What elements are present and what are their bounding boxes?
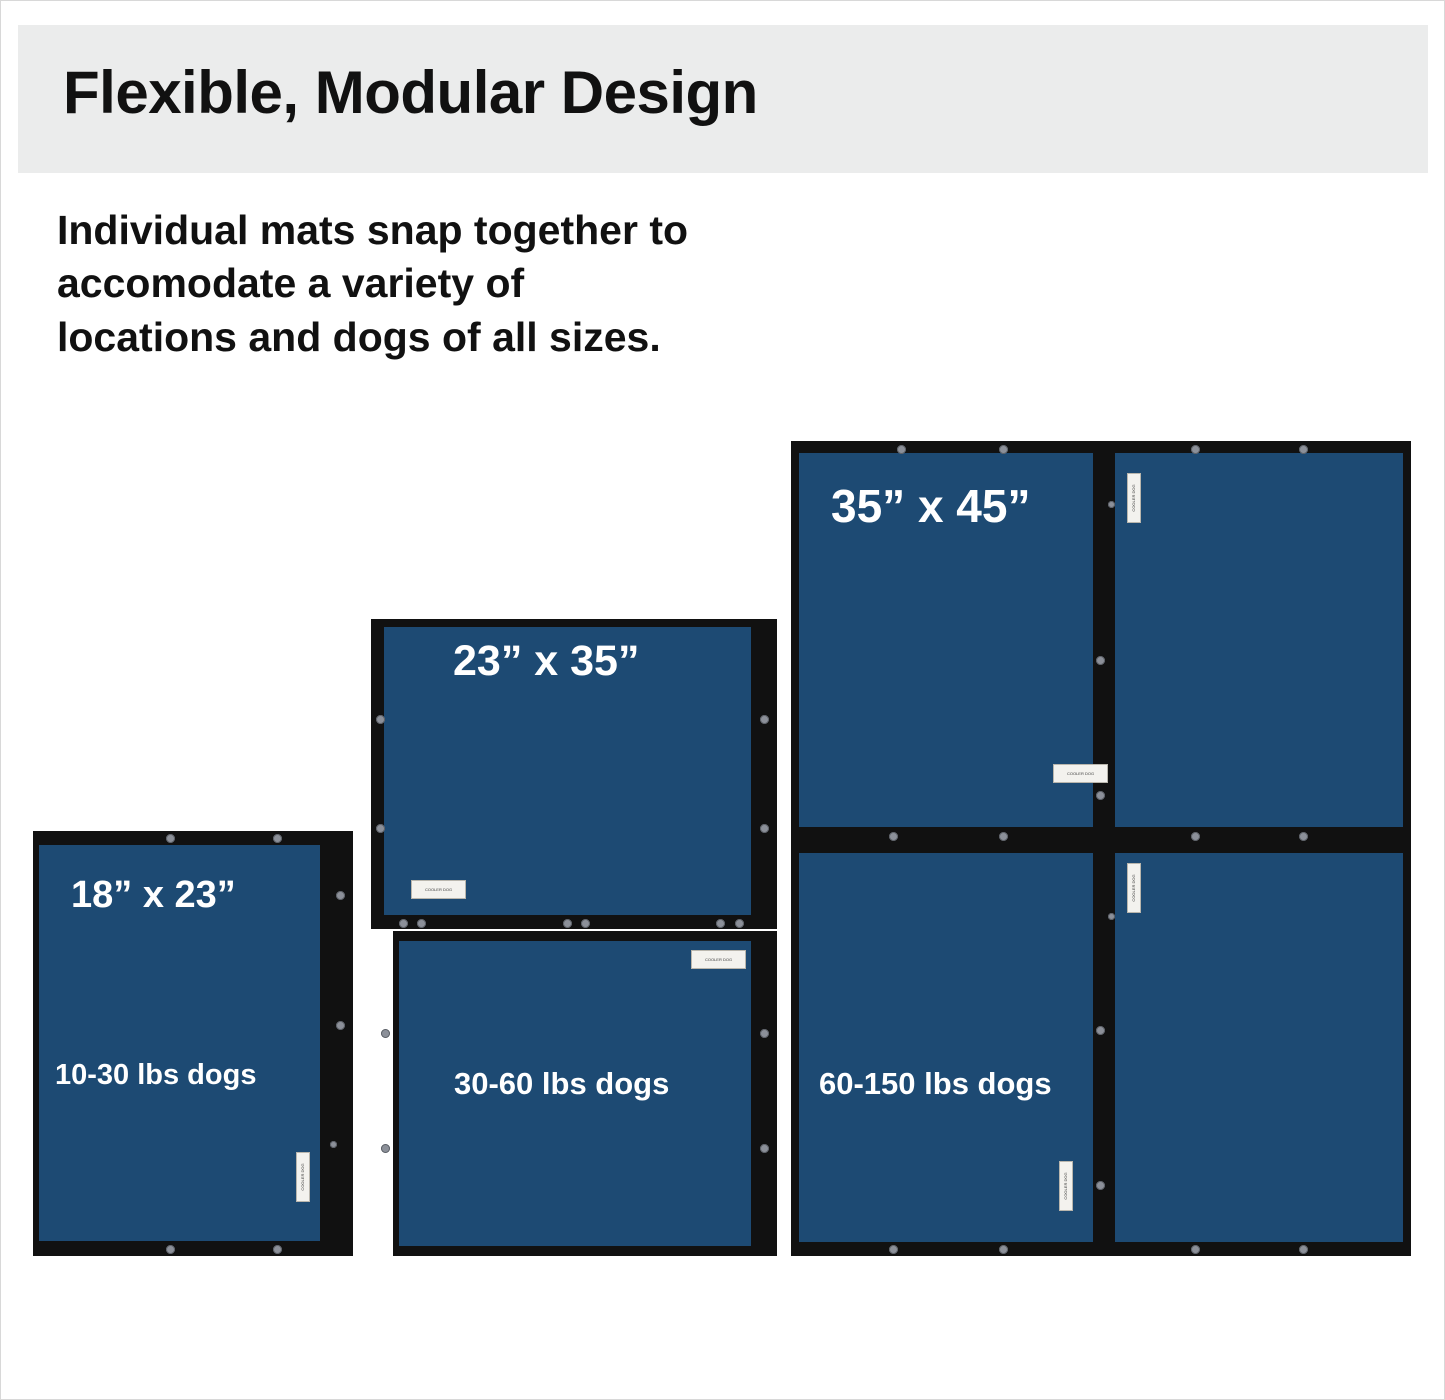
snap-dot — [1191, 832, 1200, 841]
snap-dot — [166, 1245, 175, 1254]
snap-dot — [336, 1021, 345, 1030]
mat-large-size-label: 35” x 45” — [831, 480, 1031, 532]
snap-dot — [1191, 445, 1200, 454]
snap-dot — [1191, 1245, 1200, 1254]
snap-dot — [563, 919, 572, 928]
mat-small-size-label: 18” x 23” — [71, 874, 236, 916]
brand-tag — [1127, 473, 1141, 523]
brand-tag — [691, 950, 746, 969]
mat-large-group — [791, 441, 1411, 1256]
snap-dot — [381, 1029, 390, 1038]
subtitle-line-1: Individual mats snap together to — [57, 207, 689, 253]
brand-tag-text: COOLER DOG — [300, 1163, 305, 1191]
brand-tag — [1059, 1161, 1073, 1211]
snap-dot — [336, 891, 345, 900]
snap-dot — [889, 832, 898, 841]
snap-dot — [166, 834, 175, 843]
brand-tag-text: COOLER DOG — [1131, 484, 1136, 512]
subtitle-line-2: accomodate a variety of — [57, 260, 525, 307]
snap-dot — [1299, 1245, 1308, 1254]
snap-dot — [399, 919, 408, 928]
snap-dot — [735, 919, 744, 928]
mat-small-weight-label: 10-30 lbs dogs — [55, 1059, 257, 1091]
snap-dot — [716, 919, 725, 928]
snap-dot — [376, 715, 385, 724]
snap-dot — [376, 824, 385, 833]
snap-dot — [417, 919, 426, 928]
mat-small-group — [33, 831, 353, 1256]
snap-dot — [999, 832, 1008, 841]
page-title: Flexible, Modular Design — [63, 59, 758, 126]
snap-dot — [760, 1029, 769, 1038]
snap-dot — [273, 834, 282, 843]
snap-dot — [760, 715, 769, 724]
mat-large-weight-label: 60-150 lbs dogs — [819, 1066, 1052, 1101]
snap-dot — [999, 1245, 1008, 1254]
snap-dot — [1096, 656, 1105, 665]
snap-dot — [1108, 913, 1115, 920]
snap-dot — [273, 1245, 282, 1254]
snap-dot — [760, 1144, 769, 1153]
snap-dot — [999, 445, 1008, 454]
snap-dot — [1299, 445, 1308, 454]
brand-tag-text: COOLER DOG — [1063, 1172, 1068, 1200]
snap-dot — [1108, 501, 1115, 508]
brand-tag — [411, 880, 466, 899]
mat-medium-group — [371, 619, 777, 1256]
brand-tag-text: COOLER DOG — [1066, 770, 1095, 776]
snap-dot — [330, 1141, 337, 1148]
snap-dot — [760, 824, 769, 833]
mat-medium-weight-label: 30-60 lbs dogs — [454, 1066, 670, 1101]
snap-dot — [581, 919, 590, 928]
brand-tag-text: COOLER DOG — [704, 956, 733, 962]
snap-dot — [381, 1144, 390, 1153]
brand-tag-text: COOLER DOG — [424, 886, 453, 892]
subtitle-line-3: locations and dogs of all sizes. — [57, 313, 661, 360]
snap-dot — [889, 1245, 898, 1254]
snap-dot — [1096, 1026, 1105, 1035]
subtitle-block — [57, 204, 817, 364]
snap-dot — [897, 445, 906, 454]
snap-dot — [1096, 1181, 1105, 1190]
mat-large-panel-tr-face — [1115, 453, 1403, 827]
brand-tag — [1127, 863, 1141, 913]
brand-tag — [1053, 764, 1108, 783]
mat-large-panel-br-face — [1115, 853, 1403, 1242]
mat-large-panel-bl-face — [799, 853, 1093, 1242]
brand-tag-text: COOLER DOG — [1131, 874, 1136, 902]
snap-dot — [1096, 791, 1105, 800]
brand-tag — [296, 1152, 310, 1202]
mat-medium-size-label: 23” x 35” — [453, 637, 640, 685]
snap-dot — [1299, 832, 1308, 841]
